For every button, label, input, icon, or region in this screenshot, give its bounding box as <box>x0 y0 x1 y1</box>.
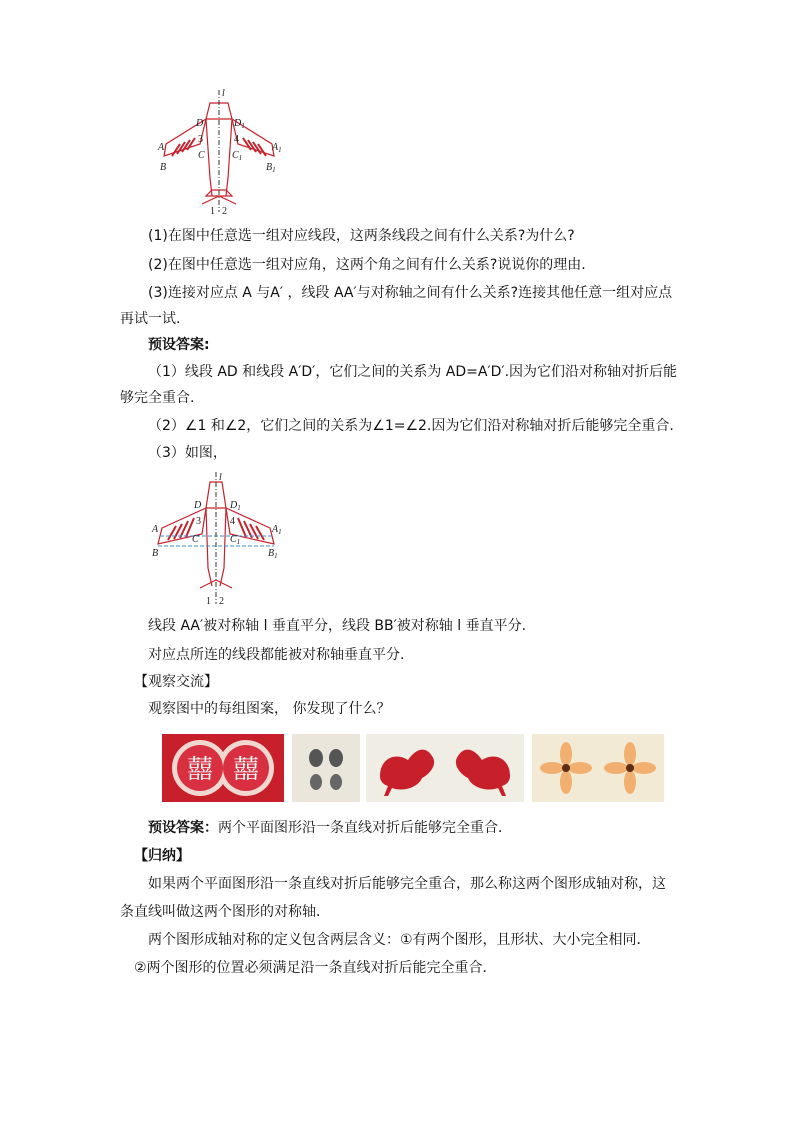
svg-text:B: B <box>160 162 167 173</box>
svg-text:B1: $B_1$ <box>266 162 276 174</box>
question-3: (3)连接对应点 A 与A′ ，线段 AA′与对称轴之间有什么关系?连接其他任意一组对应点 <box>148 285 673 301</box>
svg-text:2: 2 <box>219 596 224 607</box>
svg-text:C1: $C_1$ <box>232 150 243 162</box>
svg-text:A1: $A_1$ <box>272 524 282 536</box>
answer-1-cont: 够完全重合. <box>120 390 195 406</box>
answer2-line <box>148 818 512 838</box>
observe-heading: 【观察交流】 <box>134 674 218 690</box>
observe-prompt: 观察图中的每组图案， 你发现了什么？ <box>148 701 391 717</box>
svg-text:4: 4 <box>230 516 235 527</box>
svg-text:B1: $B_1$ <box>268 548 278 560</box>
svg-text:3: 3 <box>198 134 203 145</box>
svg-text:囍: 囍 <box>232 755 260 785</box>
answer2-text: 两个平面图形沿一条直线对折后能够完全重合． <box>218 820 512 836</box>
question-3-cont: 再试一试. <box>120 311 181 327</box>
conclusion-1: 线段 AA′被对称轴 l 垂直平分，线段 BB′被对称轴 l 垂直平分. <box>148 618 527 634</box>
answer-1: （1）线段 AD 和线段 A′D′，它们之间的关系为 AD=A′D′.因为它们沿对称轴对折后能 <box>148 364 678 380</box>
svg-text:囍: 囍 <box>186 755 214 785</box>
question-1: (1)在图中任意选一组对应线段，这两条线段之间有什么关系?为什么? <box>148 228 575 244</box>
answer-heading: 预设答案: <box>148 337 210 353</box>
double-happiness-papercut-icon <box>162 734 284 802</box>
svg-text:l: l <box>219 472 222 483</box>
rooster-papercut-icon <box>366 734 524 802</box>
svg-text:A: A <box>158 142 165 153</box>
svg-text:3: 3 <box>196 516 201 527</box>
summary-3: ②两个图形的位置必须满足沿一条直线对折后能完全重合． <box>134 960 497 976</box>
summary-1-cont: 条直线叫做这两个图形的对称轴． <box>120 904 330 920</box>
airplane-figure-2 <box>146 470 286 608</box>
plane-body-left <box>206 119 212 196</box>
airplane-figure-1 <box>150 86 290 218</box>
svg-text:1: 1 <box>210 206 215 217</box>
answer-3: （3）如图， <box>148 445 227 461</box>
answer2-label: 预设答案： <box>148 820 218 836</box>
summary-heading: 【归纳】 <box>134 848 190 864</box>
svg-text:D: D <box>196 118 204 129</box>
answer-2: （2）∠1 和∠2，它们之间的关系为∠1=∠2.因为它们沿对称轴对折后能够完全重合. <box>148 418 674 434</box>
svg-text:C: C <box>198 150 205 161</box>
svg-text:D: D <box>194 500 202 511</box>
summary-2: 两个图形成轴对称的定义包含两层含义：①有两个图形，且形状、大小完全相同． <box>148 932 651 948</box>
svg-text:2: 2 <box>222 206 227 217</box>
svg-text:A: A <box>152 524 159 535</box>
svg-text:C: C <box>192 534 199 545</box>
svg-text:B: B <box>152 548 159 559</box>
svg-text:1: 1 <box>206 596 211 607</box>
svg-text:D1: $D_1$ <box>230 500 241 512</box>
svg-text:D1: $D_1$ <box>234 118 245 130</box>
question-2: (2)在图中任意选一组对应角，这两个角之间有什么关系?说说你的理由. <box>148 257 586 273</box>
footprints-icon <box>292 734 360 802</box>
svg-text:l: l <box>222 88 225 99</box>
flower-icon <box>532 734 664 802</box>
summary-1: 如果两个平面图形沿一条直线对折后能够完全重合，那么称这两个图形成轴对称，这 <box>148 876 666 892</box>
svg-text:A1: $A_1$ <box>272 142 282 154</box>
svg-text:4: 4 <box>234 134 239 145</box>
conclusion-2: 对应点所连的线段都能被对称轴垂直平分. <box>148 647 405 663</box>
svg-text:C1: $C_1$ <box>230 534 241 546</box>
